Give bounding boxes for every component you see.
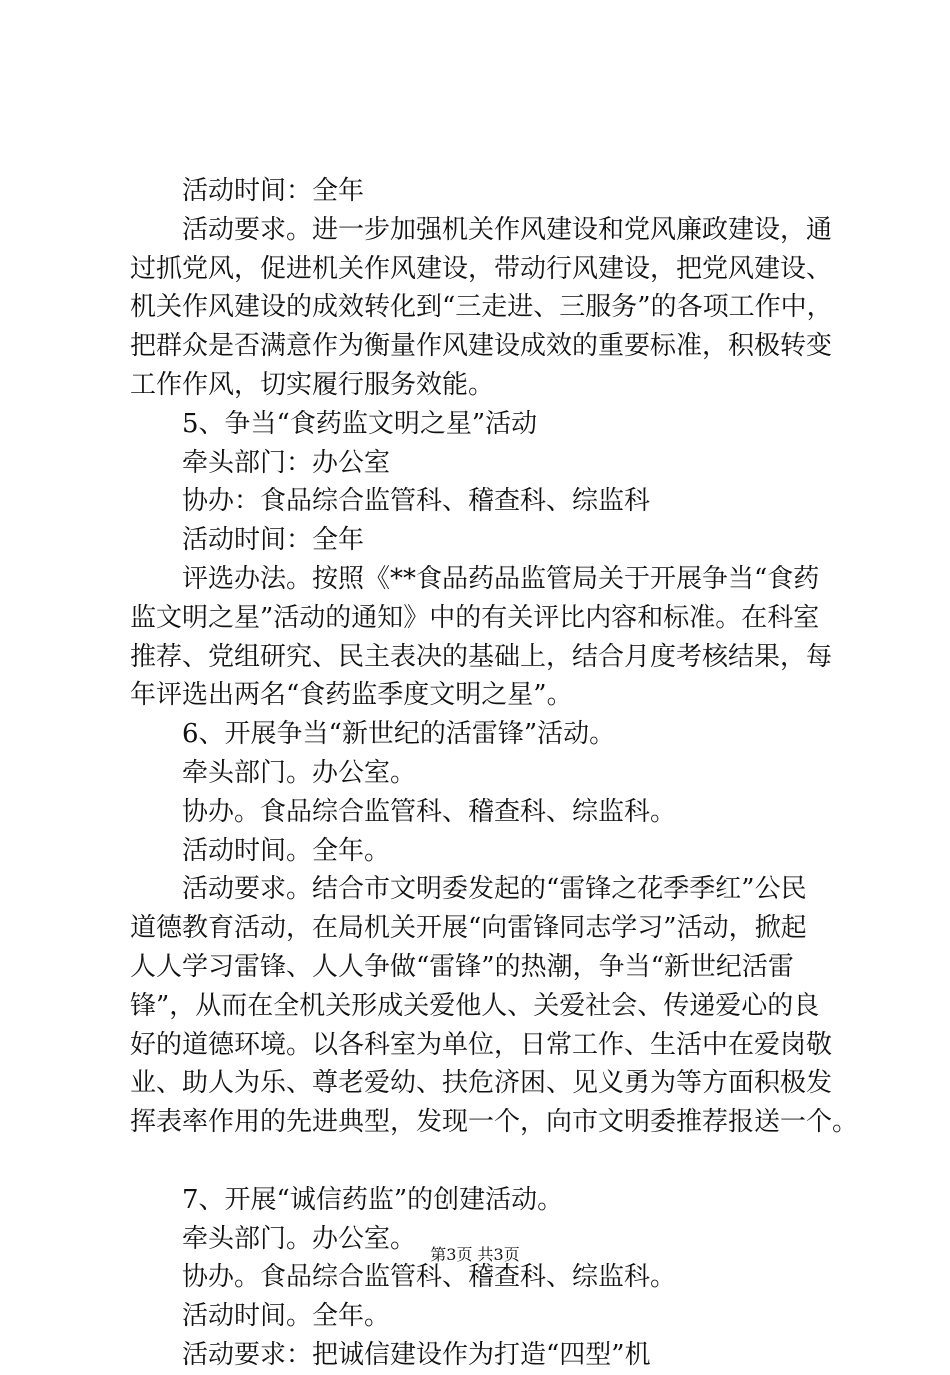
lead-department-line: 牵头部门。办公室。 xyxy=(182,757,417,788)
paragraph-line: 机关作风建设的成效转化到“三走进、三服务”的各项工作中， xyxy=(130,292,833,323)
paragraph-line: 业、助人为乐、尊老爱幼、扶危济困、见义勇为等方面积极发 xyxy=(130,1068,833,1099)
section-heading-6: 6、开展争当“新世纪的活雷锋”活动。 xyxy=(182,719,616,750)
paragraph-line: 锋”，从而在全机关形成关爱他人、关爱社会、传递爱心的良 xyxy=(130,990,820,1021)
co-organizer-line: 协办。食品综合监管科、稽查科、综监科。 xyxy=(182,796,677,827)
paragraph-line: 过抓党风，促进机关作风建设，带动行风建设，把党风建设、 xyxy=(130,253,833,284)
paragraph-line: 工作作风，切实履行服务效能。 xyxy=(130,369,495,400)
page-number-label: 第3页 共3页 xyxy=(430,1245,520,1264)
lead-department-line: 牵头部门。办公室。 xyxy=(182,1223,417,1254)
co-organizer-line: 协办：食品综合监管科、稽查科、综监科 xyxy=(182,486,651,517)
activity-requirement-line: 活动要求：把诚信建设作为打造“四型”机 xyxy=(182,1339,651,1370)
activity-time-line: 活动时间：全年 xyxy=(182,525,365,556)
paragraph-line: 好的道德环境。以各科室为单位，日常工作、生活中在爱岗敬 xyxy=(130,1029,833,1060)
paragraph-line: 人人学习雷锋、人人争做“雷锋”的热潮，争当“新世纪活雷 xyxy=(130,951,794,982)
co-organizer-line: 协办。食品综合监管科、稽查科、综监科。 xyxy=(182,1262,677,1293)
document-body xyxy=(130,172,859,1375)
paragraph-line: 道德教育活动，在局机关开展“向雷锋同志学习”活动，掀起 xyxy=(130,913,807,944)
paragraph-line: 把群众是否满意作为衡量作风建设成效的重要标准，积极转变 xyxy=(130,331,833,362)
activity-requirement-line: 活动要求。结合市文明委发起的“雷锋之花季季红”公民 xyxy=(182,874,807,905)
paragraph-line: 监文明之星”活动的通知》中的有关评比内容和标准。在科室 xyxy=(130,602,820,633)
paragraph-line: 年评选出两名“食药监季度文明之星”。 xyxy=(130,680,573,711)
lead-department-line: 牵头部门：办公室 xyxy=(182,447,391,478)
section-heading-7: 7、开展“诚信药监”的创建活动。 xyxy=(182,1184,564,1215)
page-footer xyxy=(0,1244,950,1266)
blank-line xyxy=(130,1142,850,1181)
activity-time-line: 活动时间。全年。 xyxy=(182,835,391,866)
paragraph-line: 挥表率作用的先进典型，发现一个，向市文明委推荐报送一个。 xyxy=(130,1107,859,1138)
activity-time-line: 活动时间。全年。 xyxy=(182,1301,391,1332)
paragraph-line: 推荐、党组研究、民主表决的基础上，结合月度考核结果，每 xyxy=(130,641,833,672)
activity-time-line: 活动时间：全年 xyxy=(182,176,365,206)
selection-method-line: 评选办法。按照《**食品药品监管局关于开展争当“食药 xyxy=(182,563,820,594)
activity-requirement-line: 活动要求。进一步加强机关作风建设和党风廉政建设，通 xyxy=(182,214,833,245)
section-heading-5: 5、争当“食药监文明之星”活动 xyxy=(182,408,538,439)
